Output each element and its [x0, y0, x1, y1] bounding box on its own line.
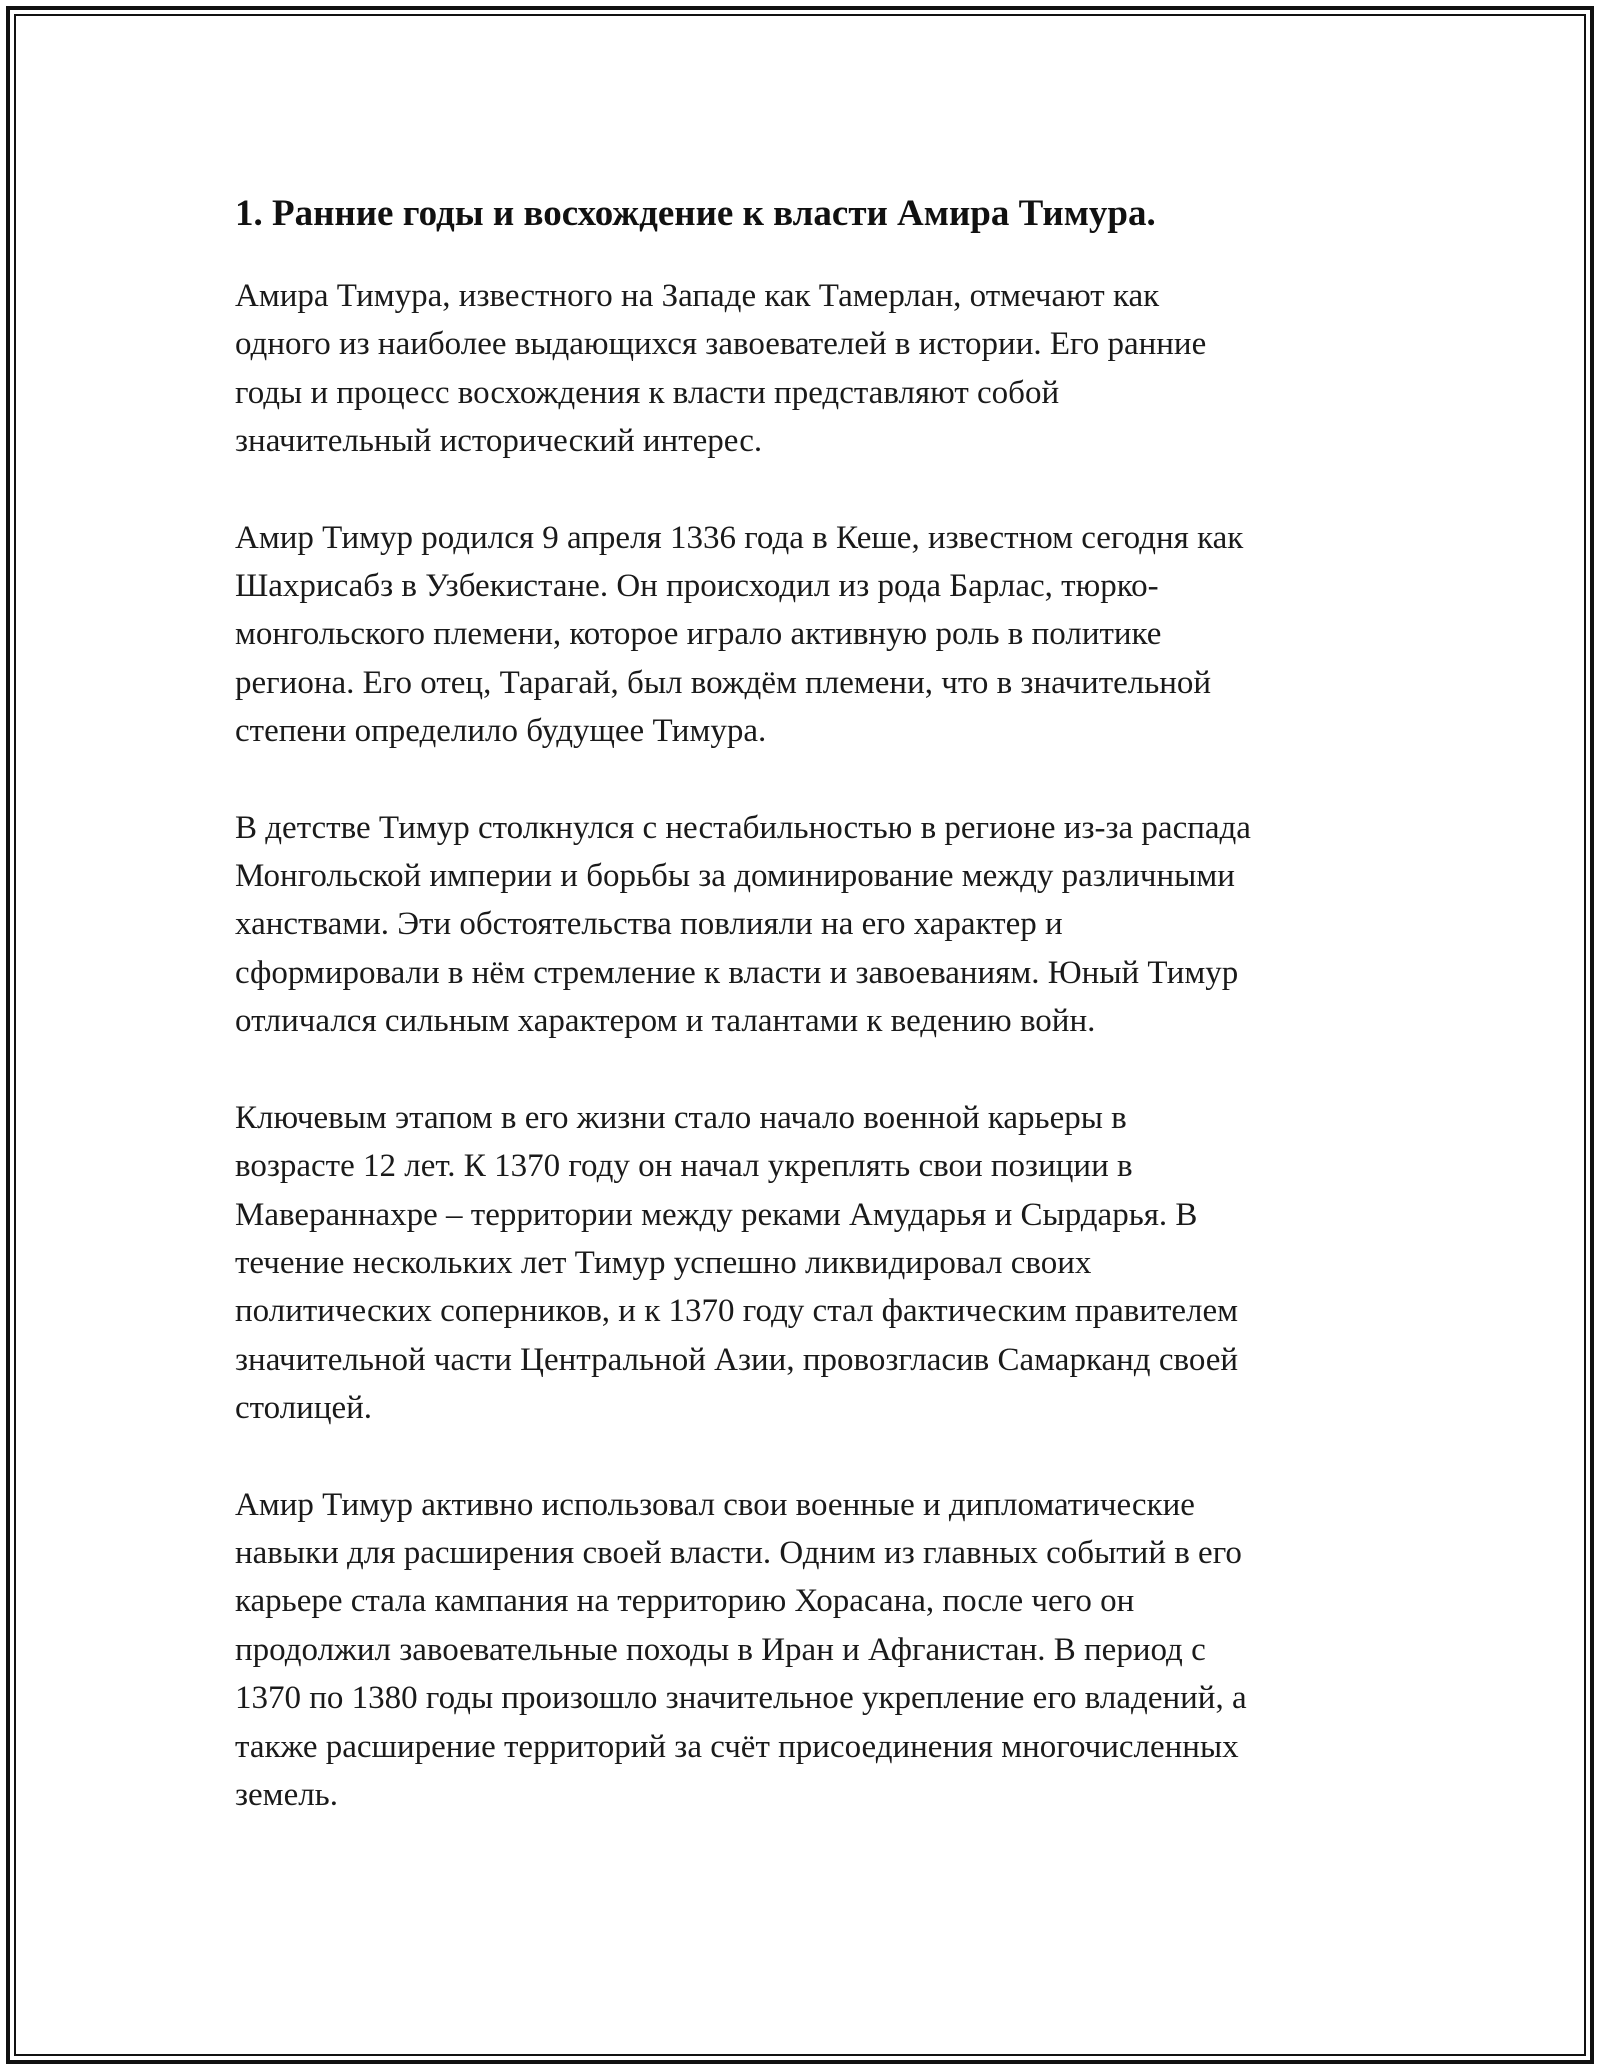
paragraph-5: Амир Тимур активно использовал свои военные и дипломатические навыки для расширения своей власти. Одним из главных событий в его карьере стала кампания на территорию Хорасана, после чего он продолжил завоевательные походы в Иран и Афганистан. В период с 1370 по 1380 годы произошло значительное укрепление его владений, а также расширение территорий за счёт присоединения многочисленных земель. [235, 1486, 1247, 1813]
paragraph-1: Амира Тимура, известного на Западе как Тамерлан, отмечают как одного из наиболее выдающихся завоевателей в истории. Его ранние годы и процесс восхождения к власти представляют собой значительный исторический интерес. [235, 278, 1207, 460]
section-heading: 1. Ранние годы и восхождение к власти Амира Тимура. [235, 193, 1156, 234]
paragraph-3: В детстве Тимур столкнулся с нестабильностью в регионе из-за распада Монгольской империи и борьбы за доминирование между различными ханствами. Эти обстоятельства повлияли на его характер и сформировали в нём стремление к власти и завоеваниям. Юный Тимур отличался сильным характером и талантами к ведению войн. [235, 809, 1251, 1040]
paragraph-4: Ключевым этапом в его жизни стало начало военной карьеры в возрасте 12 лет. К 1370 году он начал укреплять свои позиции в Мавераннахре – территории между реками Амударья и Сырдарья. В течение нескольких лет Тимур успешно ликвидировал своих политических соперников, и к 1370 году стал фактическим правителем значительной части Центральной Азии, провозгласив Самарканд своей столицей. [235, 1099, 1239, 1427]
paragraph-2: Амир Тимур родился 9 апреля 1336 года в Кеше, известном сегодня как Шахрисабз в Узбекистане. Он происходил из рода Барлас, тюрко- монгольского племени, которое играло активную роль в политике региона. Его отец, Тарагай, был вождём племени, что в значительной степени определило будущее Тимура. [235, 519, 1244, 750]
document-body [235, 188, 1370, 1867]
